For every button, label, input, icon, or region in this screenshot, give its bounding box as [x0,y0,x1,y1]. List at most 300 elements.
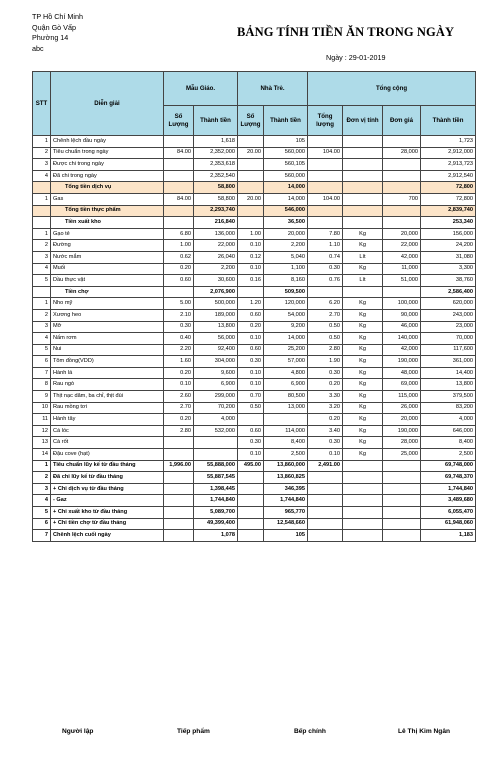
table-cell: 2,352,540 [194,170,238,182]
table-cell: Chênh lệch đầu ngày [51,136,164,148]
table-cell: 20.00 [238,147,264,159]
table-cell: 1.00 [238,228,264,240]
table-cell: 14,000 [264,182,308,194]
table-cell: Xương heo [51,309,164,321]
table-cell: Gạo tẻ [51,228,164,240]
table-cell [383,182,421,194]
table-cell: 0.12 [238,251,264,263]
table-cell: 13,860,825 [264,472,308,484]
table-cell: 0.62 [164,251,194,263]
table-row [33,309,476,321]
table-row [33,495,476,507]
table-cell [33,217,51,229]
table-cell: 48,000 [383,367,421,379]
table-cell: 49,399,400 [194,518,238,530]
table-cell: 1,744,840 [264,495,308,507]
table-cell: 0.60 [238,425,264,437]
table-row [33,263,476,275]
table-cell: Kg [343,391,383,403]
table-cell: 3,300 [421,263,476,275]
table-cell: 1,398,445 [194,483,238,495]
table-cell: 0.60 [238,309,264,321]
table-cell: 72,800 [421,182,476,194]
table-cell [383,286,421,298]
table-cell: 156,000 [421,228,476,240]
table-cell: 2.60 [164,391,194,403]
table-cell: 58,800 [194,193,238,205]
table-cell: 70,200 [194,402,238,414]
table-cell: Nui [51,344,164,356]
table-row [33,228,476,240]
table-cell [164,437,194,449]
table-cell: Kg [343,379,383,391]
table-cell: 14,000 [264,333,308,345]
table-cell: 560,000 [264,147,308,159]
table-cell: 104.00 [308,193,343,205]
table-cell: 2,352,000 [194,147,238,159]
table-cell [383,460,421,472]
table-cell: 117,600 [421,344,476,356]
table-row [33,344,476,356]
table-cell [343,147,383,159]
table-cell [383,170,421,182]
table-cell [383,530,421,542]
table-cell [343,170,383,182]
table-cell: - Gaz [51,495,164,507]
table-cell: Chênh lệch cuối ngày [51,530,164,542]
table-cell [383,159,421,171]
table-cell: 55,887,545 [194,472,238,484]
table-cell: 3.40 [308,425,343,437]
table-cell: 1,618 [194,136,238,148]
table-row [33,460,476,472]
table-cell: 5,089,700 [194,507,238,519]
table-cell [383,495,421,507]
table-cell: 1.60 [164,356,194,368]
table-cell [164,170,194,182]
table-cell [238,483,264,495]
table-cell: 92,400 [194,344,238,356]
table-cell: 0.50 [238,402,264,414]
table-cell: 90,000 [383,309,421,321]
report-title: BẢNG TÍNH TIỀN ĂN TRONG NGÀY [237,25,455,39]
table-cell: 58,800 [194,182,238,194]
table-row [33,402,476,414]
table-cell: 4 [33,170,51,182]
table-row [33,530,476,542]
table-cell: 14 [33,449,51,461]
table-cell: 80,500 [264,391,308,403]
col-dien-giai: Diễn giải [51,72,164,136]
table-cell: 0.76 [308,275,343,287]
table-cell [194,437,238,449]
table-cell: 0.10 [164,379,194,391]
table-cell [343,518,383,530]
table-cell [308,170,343,182]
table-cell: 70,000 [421,333,476,345]
table-cell: 2.80 [164,425,194,437]
table-cell: Rau ngò [51,379,164,391]
table-cell: 2,293,740 [194,205,238,217]
col-tong-cong: Tổng cộng [308,72,476,106]
table-row [33,333,476,345]
table-cell [308,136,343,148]
table-cell: 700 [383,193,421,205]
table-cell: 5,040 [264,251,308,263]
table-cell [238,136,264,148]
table-row [33,298,476,310]
table-cell: 2,586,400 [421,286,476,298]
table-cell: 7.80 [308,228,343,240]
table-cell: 4,000 [421,414,476,426]
table-header-row [33,72,476,106]
table-cell: Kg [343,333,383,345]
table-cell: 1 [33,228,51,240]
table-row [33,286,476,298]
table-cell [164,495,194,507]
table-cell: Kg [343,425,383,437]
table-cell: 25,200 [264,344,308,356]
table-cell: 2.10 [164,309,194,321]
table-cell: Hành lá [51,367,164,379]
table-cell: Nho mỹ [51,298,164,310]
table-cell: 13,860,000 [264,460,308,472]
table-cell [194,449,238,461]
table-cell: 620,000 [421,298,476,310]
table-cell: 1.20 [238,298,264,310]
table-cell: 6 [33,518,51,530]
table-cell: 38,760 [421,275,476,287]
table-cell [383,472,421,484]
table-cell: 104.00 [308,147,343,159]
table-cell: Kg [343,321,383,333]
table-cell [238,414,264,426]
table-cell: Kg [343,367,383,379]
table-cell [238,205,264,217]
table-cell [164,136,194,148]
table-cell: 20,000 [383,414,421,426]
table-cell: 560,105 [264,159,308,171]
table-row [33,240,476,252]
table-cell: Tiền xuất kho [51,217,164,229]
table-cell: Tổng tiền thực phẩm [51,205,164,217]
table-cell: 51,000 [383,275,421,287]
table-cell [238,495,264,507]
table-cell: Rau mồng tơi [51,402,164,414]
table-cell: Kg [343,228,383,240]
table-cell [343,193,383,205]
table-cell: 8 [33,379,51,391]
table-cell: 13 [33,437,51,449]
table-row [33,414,476,426]
table-cell [308,205,343,217]
table-cell: Tiền chợ [51,286,164,298]
table-cell: 0.40 [164,333,194,345]
table-cell: Đã chi lũy kế từ đầu tháng [51,472,164,484]
table-cell: 120,000 [264,298,308,310]
table-cell: 495.00 [238,460,264,472]
table-cell: 560,000 [264,170,308,182]
table-cell: 2,912,000 [421,147,476,159]
table-cell [383,205,421,217]
table-cell [343,205,383,217]
table-cell: Đã chi trong ngày [51,170,164,182]
table-cell: 9,600 [194,367,238,379]
table-cell: 304,000 [194,356,238,368]
table-cell [238,286,264,298]
table-cell: Lít [343,251,383,263]
table-cell: Kg [343,263,383,275]
table-row [33,518,476,530]
table-row [33,217,476,229]
table-cell: 2,913,723 [421,159,476,171]
col-don-gia: Đơn giá [383,106,421,136]
table-cell: 0.60 [238,344,264,356]
col-nha-tre: Nhà Trẻ. [238,72,308,106]
table-cell: 379,500 [421,391,476,403]
table-cell [164,217,194,229]
table-cell [164,483,194,495]
table-row [33,367,476,379]
table-cell: 105 [264,530,308,542]
table-cell: Kg [343,356,383,368]
table-cell: 54,000 [264,309,308,321]
table-cell: 2,200 [194,263,238,275]
table-cell: 36,500 [264,217,308,229]
city-label: TP Hồ Chí Minh [32,12,83,21]
table-cell [164,182,194,194]
table-cell: 216,840 [194,217,238,229]
table-cell: 28,000 [383,437,421,449]
table-row [33,321,476,333]
table-cell: 1,744,840 [421,483,476,495]
table-cell: 1.10 [308,240,343,252]
table-cell [308,159,343,171]
col-don-vi-tinh: Đơn vị tính [343,106,383,136]
signature-signer-name: Lê Thị Kim Ngân [398,728,451,735]
table-cell [238,507,264,519]
table-cell: 83,200 [421,402,476,414]
table-cell: 13,800 [194,321,238,333]
table-cell [383,136,421,148]
table-cell: Nấm rơm [51,333,164,345]
table-cell: 6 [33,356,51,368]
table-cell: 0.10 [238,367,264,379]
table-cell [33,205,51,217]
table-row [33,507,476,519]
table-cell [343,159,383,171]
table-cell: + Chi xuất kho từ đầu tháng [51,507,164,519]
table-cell: 0.50 [308,333,343,345]
table-cell: Đường [51,240,164,252]
table-cell: Hành tây [51,414,164,426]
table-row [33,379,476,391]
table-cell: 9,200 [264,321,308,333]
table-cell [343,136,383,148]
table-cell [164,286,194,298]
table-cell: 3 [33,251,51,263]
table-cell: 0.50 [308,321,343,333]
table-cell [33,182,51,194]
table-cell: Được chi trong ngày [51,159,164,171]
table-cell [343,286,383,298]
table-cell: 3.20 [308,402,343,414]
table-cell: 4 [33,495,51,507]
table-cell: 0.60 [164,275,194,287]
table-cell: 14,400 [421,367,476,379]
table-cell [343,182,383,194]
table-row [33,356,476,368]
table-cell: Kg [343,402,383,414]
table-cell [343,530,383,542]
table-cell: Kg [343,309,383,321]
table-cell: 12 [33,425,51,437]
table-cell: Cá lóc [51,425,164,437]
table-cell: Tiêu chuẩn lũy kế từ đầu tháng [51,460,164,472]
table-cell: 61,948,060 [421,518,476,530]
table-cell: 72,800 [421,193,476,205]
table-cell: 509,500 [264,286,308,298]
col-mg-so-luong: Số Lượng [164,106,194,136]
table-row [33,205,476,217]
table-cell: 4,000 [194,414,238,426]
table-cell: 3.30 [308,391,343,403]
table-cell [383,217,421,229]
table-cell: 1,183 [421,530,476,542]
table-cell: 1 [33,460,51,472]
table-cell [308,286,343,298]
table-cell [164,530,194,542]
table-row [33,182,476,194]
table-cell [308,472,343,484]
table-cell: Tôm đồng(VDD) [51,356,164,368]
table-cell: 7 [33,530,51,542]
table-cell [164,205,194,217]
table-cell: 190,000 [383,356,421,368]
col-tong-luong: Tổng lượng [308,106,343,136]
table-cell: 56,000 [194,333,238,345]
table-row [33,483,476,495]
table-row [33,425,476,437]
table-cell: 6.20 [308,298,343,310]
table-cell: 0.10 [238,240,264,252]
table-cell: 346,395 [264,483,308,495]
table-cell [264,414,308,426]
ward-label: Phường 14 [32,33,69,42]
table-cell: 8,160 [264,275,308,287]
table-cell: 8,400 [421,437,476,449]
table-cell: 0.30 [238,356,264,368]
report-date: Ngày : 29-01-2019 [326,53,386,62]
table-cell: 965,770 [264,507,308,519]
table-cell [164,472,194,484]
table-cell: Kg [343,437,383,449]
table-cell: 6,055,470 [421,507,476,519]
table-cell: 14,000 [264,193,308,205]
table-cell [343,472,383,484]
table-cell [238,217,264,229]
table-cell: 136,000 [194,228,238,240]
table-cell: 9 [33,391,51,403]
table-cell: 0.16 [238,275,264,287]
table-cell: 1,078 [194,530,238,542]
table-cell: 243,000 [421,309,476,321]
table-cell: 1 [33,136,51,148]
table-cell: 0.10 [238,263,264,275]
table-cell: 2 [33,147,51,159]
table-row [33,147,476,159]
table-cell: 0.30 [308,367,343,379]
table-cell: 22,000 [383,240,421,252]
table-cell: 69,000 [383,379,421,391]
table-cell: Mỡ [51,321,164,333]
col-nt-so-luong: Số Lượng [238,106,264,136]
table-cell: Tổng tiền dịch vụ [51,182,164,194]
table-cell: Muối [51,263,164,275]
table-cell: Kg [343,449,383,461]
table-cell: 46,000 [383,321,421,333]
table-cell: Kg [343,344,383,356]
col-tc-thanh-tien: Thành tiền [421,106,476,136]
table-cell: 3,489,680 [421,495,476,507]
table-cell: 0.70 [238,391,264,403]
table-cell [308,507,343,519]
table-cell: + Chi tiền chợ từ đầu tháng [51,518,164,530]
table-cell: 1 [33,193,51,205]
table-cell [308,495,343,507]
table-cell: 546,000 [264,205,308,217]
table-cell [308,182,343,194]
table-cell: 646,000 [421,425,476,437]
table-cell: 2,491.00 [308,460,343,472]
table-cell: 100,000 [383,298,421,310]
table-cell: 0.20 [308,379,343,391]
table-cell: 0.30 [164,321,194,333]
table-cell: Lít [343,275,383,287]
table-cell [33,286,51,298]
table-cell: 30,600 [194,275,238,287]
table-cell: 1.00 [164,240,194,252]
table-cell: 25,000 [383,449,421,461]
signature-bep-chinh: Bếp chính [294,728,326,735]
table-cell: 5.00 [164,298,194,310]
table-row [33,449,476,461]
table-cell: Tiêu chuẩn trong ngày [51,147,164,159]
table-cell [238,182,264,194]
table-cell: 4 [33,263,51,275]
signature-nguoi-lap: Người lập [62,728,94,735]
table-cell [308,530,343,542]
table-cell: 1,744,840 [194,495,238,507]
table-cell: 2.20 [164,344,194,356]
table-cell: 3 [33,159,51,171]
table-cell [343,460,383,472]
table-cell: Kg [343,414,383,426]
meal-cost-table [32,71,476,542]
table-cell [308,217,343,229]
table-cell: 3 [33,321,51,333]
table-cell: 42,000 [383,344,421,356]
table-row [33,251,476,263]
table-cell: 2 [33,472,51,484]
table-cell [238,518,264,530]
table-cell: 84.00 [164,147,194,159]
table-cell [383,507,421,519]
table-cell: 69,748,000 [421,460,476,472]
table-cell: 10 [33,402,51,414]
table-cell [238,472,264,484]
school-label: abc [32,43,44,53]
